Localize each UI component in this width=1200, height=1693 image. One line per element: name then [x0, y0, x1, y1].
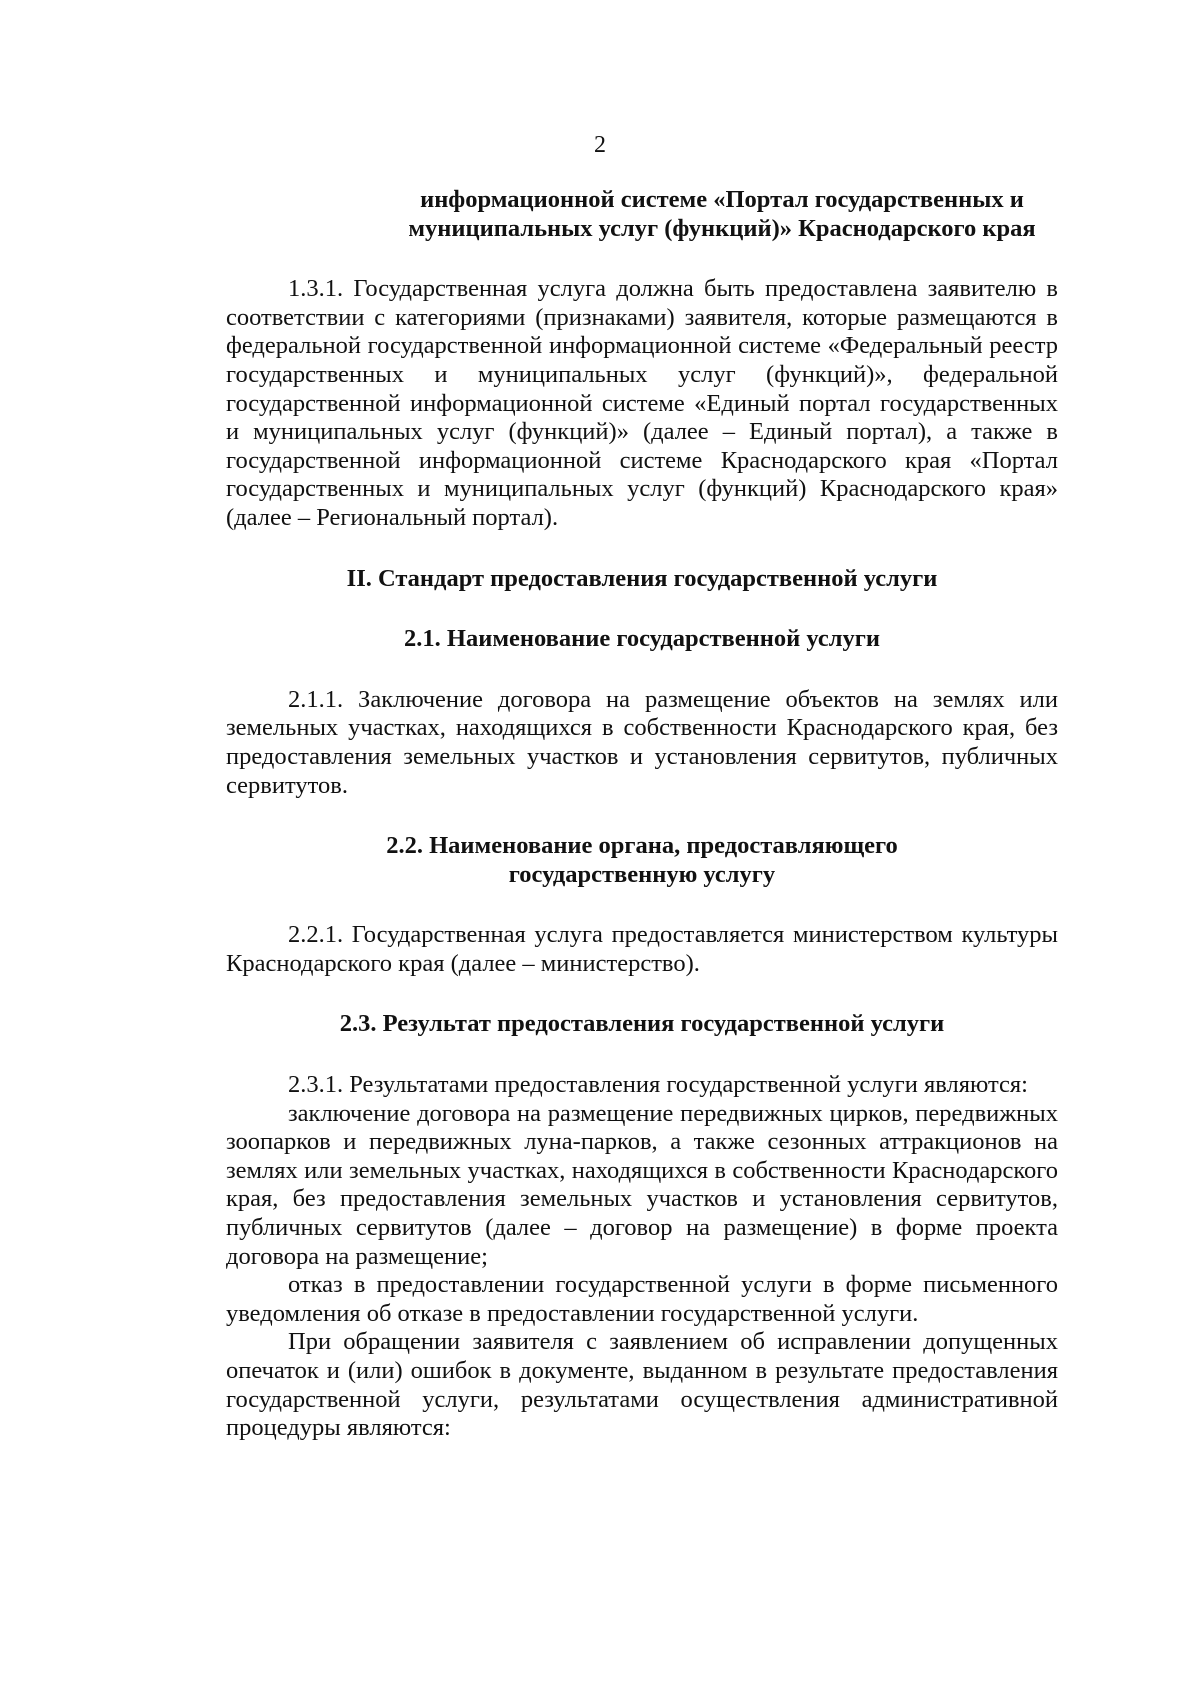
paragraph-2-3-1: 2.3.1. Результатами предоставления государственной услуги являются: [288, 1071, 1028, 1099]
page-number: 2 [594, 132, 606, 158]
heading-line: государственную услугу [508, 860, 776, 888]
paragraph-2-3-1-item-refusal: отказ в предоставлении государственной услуги в форме письменного уведомления об отказе в предоставлении государственной услуги. [226, 1271, 1058, 1327]
paragraph-2-3-1-item-contract: заключение договора на размещение передвижных цирков, передвижных зоопарков и передвижных луна-парков, а также сезонных аттракционов на землях или земельных участках, находящихся в собственности Краснодарского края, без предоставления земельных участков и установления сервитутов, публичных сервитутов (далее – договор на размещение) в форме проекта договора на размещение; [226, 1099, 1058, 1270]
heading-line: 2.2. Наименование органа, предоставляющего [386, 832, 898, 860]
heading-2-2 [226, 832, 1058, 889]
heading-2-1: 2.1. Наименование государственной услуги [404, 625, 880, 653]
paragraph-2-3-1-corrections: При обращении заявителя с заявлением об исправлении допущенных опечаток и (или) ошибок в документе, выданном в результате предоставления государственной услуги, результатами осуществления административной процедуры являются: [226, 1328, 1058, 1442]
heading-line: информационной системе «Портал государственных и [420, 186, 1024, 213]
heading-2-3: 2.3. Результат предоставления государственной услуги [339, 1010, 945, 1038]
section-ii-heading: II. Стандарт предоставления государственной услуги [346, 564, 938, 592]
paragraph-2-2-1: 2.2.1. Государственная услуга предоставляется министерством культуры Краснодарского края (далее – министерство). [226, 921, 1058, 977]
paragraph-2-1-1: 2.1.1. Заключение договора на размещение объектов на землях или земельных участках, находящихся в собственности Краснодарского края, без предоставления земельных участков и установления сервитутов, публичных сервитутов. [226, 685, 1058, 799]
document-body [226, 186, 1058, 1443]
section-heading-portal [326, 186, 1118, 243]
heading-line: муниципальных услуг (функций)» Краснодарского края [408, 214, 1036, 242]
paragraph-1-3-1: 1.3.1. Государственная услуга должна быть предоставлена заявителю в соответствии с категориями (признаками) заявителя, которые размещаются в федеральной государственной информационной системе «Федеральный реестр государственных и муниципальных услуг (функций)», федеральной государственной информационной системе «Единый портал государственных и муниципальных услуг (функций)» (далее – Единый портал), а также в государственной информационной системе Краснодарского края «Портал государственных и муниципальных услуг (функций) Краснодарского края» (далее – Региональный портал). [226, 275, 1058, 531]
